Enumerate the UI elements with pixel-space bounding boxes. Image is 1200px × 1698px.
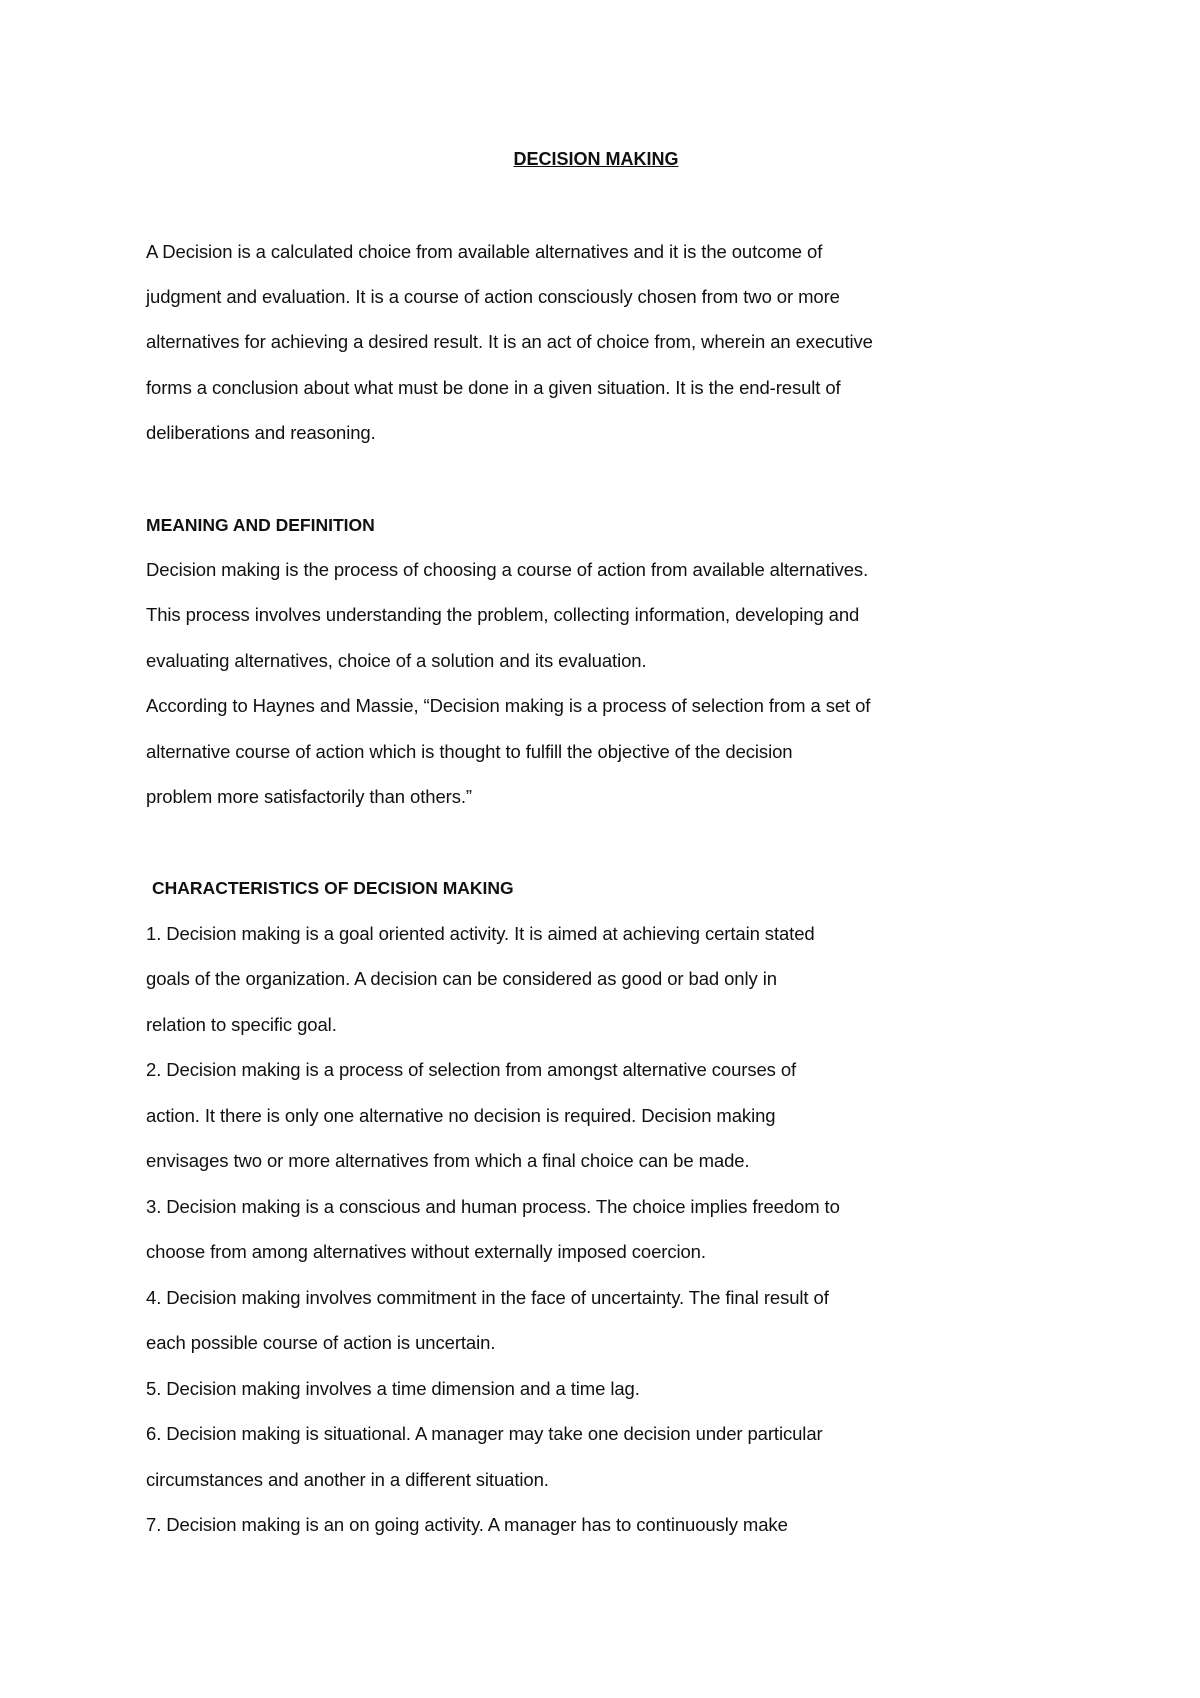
characteristics-line: circumstances and another in a different situation. bbox=[146, 1469, 549, 1490]
characteristics-line: relation to specific goal. bbox=[146, 1014, 337, 1035]
intro-line: deliberations and reasoning. bbox=[146, 422, 376, 443]
characteristics-heading: CHARACTERISTICS OF DECISION MAKING bbox=[152, 878, 514, 898]
meaning-line: problem more satisfactorily than others.” bbox=[146, 786, 472, 807]
characteristics-line: envisages two or more alternatives from which a final choice can be made. bbox=[146, 1150, 750, 1171]
intro-line: alternatives for achieving a desired result. It is an act of choice from, wherein an executive bbox=[146, 331, 873, 352]
characteristics-line: 6. Decision making is situational. A manager may take one decision under particular bbox=[146, 1423, 823, 1444]
meaning-heading: MEANING AND DEFINITION bbox=[146, 515, 375, 535]
intro-line: A Decision is a calculated choice from available alternatives and it is the outcome of bbox=[146, 241, 823, 262]
characteristics-line: action. It there is only one alternative no decision is required. Decision making bbox=[146, 1105, 776, 1126]
intro-line: forms a conclusion about what must be done in a given situation. It is the end-result of bbox=[146, 377, 841, 398]
intro-line: judgment and evaluation. It is a course of action consciously chosen from two or more bbox=[146, 286, 840, 307]
meaning-line: This process involves understanding the problem, collecting information, developing and bbox=[146, 604, 860, 625]
document-title: DECISION MAKING bbox=[513, 149, 679, 169]
meaning-line: According to Haynes and Massie, “Decision making is a process of selection from a set of bbox=[146, 695, 871, 716]
characteristics-line: 1. Decision making is a goal oriented activity. It is aimed at achieving certain stated bbox=[146, 923, 815, 944]
characteristics-line: 4. Decision making involves commitment in the face of uncertainty. The final result of bbox=[146, 1287, 829, 1308]
characteristics-line: each possible course of action is uncertain. bbox=[146, 1332, 496, 1353]
characteristics-line: 2. Decision making is a process of selection from amongst alternative courses of bbox=[146, 1059, 797, 1080]
meaning-line: Decision making is the process of choosing a course of action from available alternatives. bbox=[146, 559, 869, 580]
characteristics-line: 7. Decision making is an on going activity. A manager has to continuously make bbox=[146, 1514, 788, 1535]
characteristics-line: choose from among alternatives without externally imposed coercion. bbox=[146, 1241, 706, 1262]
meaning-line: evaluating alternatives, choice of a solution and its evaluation. bbox=[146, 650, 647, 671]
meaning-line: alternative course of action which is thought to fulfill the objective of the decision bbox=[146, 741, 793, 762]
characteristics-line: goals of the organization. A decision can be considered as good or bad only in bbox=[146, 968, 777, 989]
characteristics-line: 5. Decision making involves a time dimension and a time lag. bbox=[146, 1378, 640, 1399]
characteristics-line: 3. Decision making is a conscious and human process. The choice implies freedom to bbox=[146, 1196, 840, 1217]
